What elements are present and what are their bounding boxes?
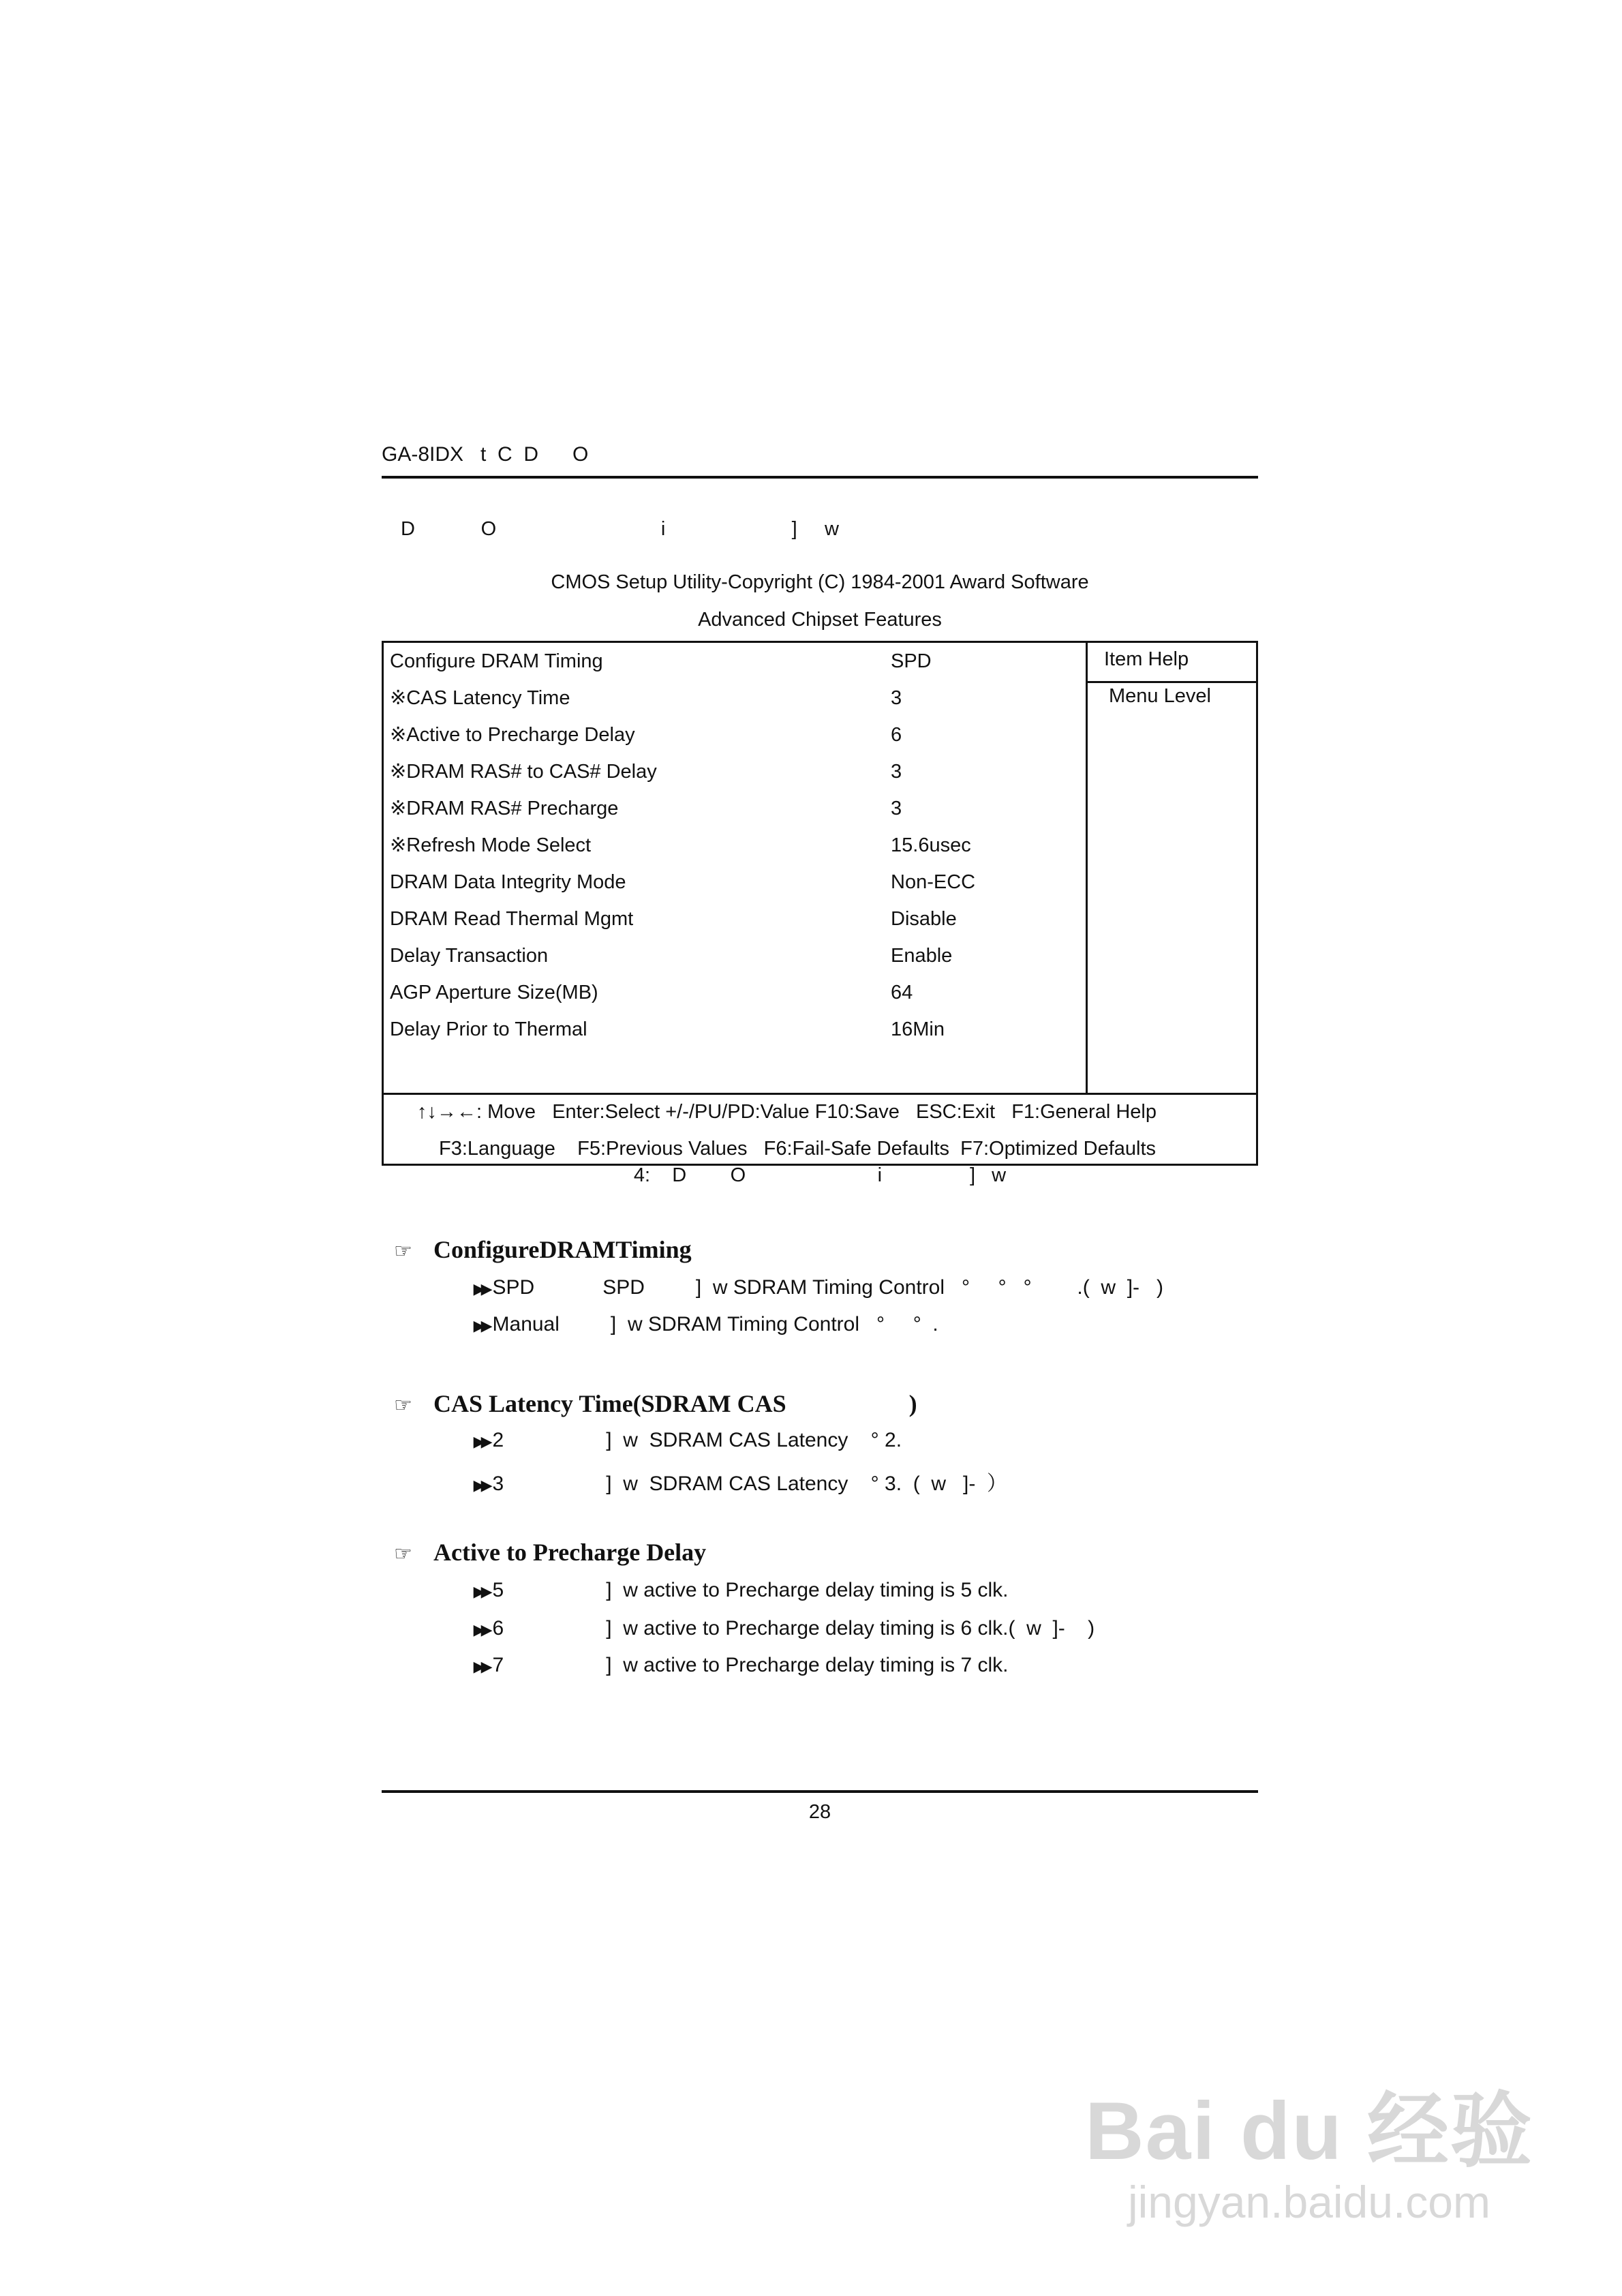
footer-rule [382,1790,1258,1793]
option-key: 5 [492,1579,504,1601]
bios-row-label: DRAM Read Thermal Mgmt [390,908,634,930]
bios-row-active-to-precharge-delay[interactable] [390,716,1078,753]
double-arrow-icon: ▶▶ [473,1434,489,1451]
bios-row-value: Non-ECC [891,871,976,893]
bios-row-label: Configure DRAM Timing [390,650,603,672]
option-desc: SPD ] w SDRAM Timing Control ° ° ° .( w ]- ) [534,1276,1164,1299]
bios-row-ras-to-cas-delay[interactable] [390,753,1078,790]
option-key: 3 [492,1472,504,1495]
section-title-text: CAS Latency Time(SDRAM CAS ) [433,1390,917,1417]
double-arrow-icon: ▶▶ [473,1477,489,1494]
bios-row-label: ※CAS Latency Time [390,687,570,709]
bios-row-delay-prior-to-thermal[interactable] [390,1011,1078,1048]
bios-footer-divider [384,1093,1256,1095]
bios-row-value: 15.6usec [891,834,971,856]
figure-caption: 4: D O i ] w [633,1164,1007,1186]
double-arrow-icon: ▶▶ [473,1318,489,1335]
bios-row-refresh-mode-select[interactable] [390,827,1078,864]
bios-row-value: Enable [891,945,953,967]
bios-row-configure-dram-timing[interactable] [390,643,1078,680]
bios-row-label: AGP Aperture Size(MB) [390,982,598,1003]
bios-row-value: 3 [891,687,902,709]
pointing-hand-icon: ☞ [394,1239,412,1263]
bios-row-label: ※Refresh Mode Select [390,834,592,856]
option-desc: ] w active to Precharge delay timing is 5 clk. [504,1579,1009,1601]
option-key: 6 [492,1617,504,1640]
bios-row-value: 3 [891,761,902,783]
bios-column-divider [1086,643,1088,1093]
bios-row-value: Disable [891,908,957,930]
bios-row-label: ※Active to Precharge Delay [390,724,635,746]
option-key: 2 [492,1429,504,1451]
option-key: Manual [492,1313,560,1335]
option-item [462,1443,1007,1496]
bios-row-delay-transaction[interactable] [390,937,1078,974]
item-help-text: Menu Level [1109,685,1211,707]
bios-screen [382,641,1258,1166]
bios-row-read-thermal-mgmt[interactable] [390,901,1078,937]
double-arrow-icon: ▶▶ [473,1281,489,1298]
option-item [462,1631,1008,1677]
bios-row-data-integrity-mode[interactable] [390,864,1078,901]
bios-caption-title: Advanced Chipset Features [698,609,942,631]
bios-row-value: 3 [891,798,902,819]
bios-row-label: Delay Transaction [390,945,549,967]
bios-row-value: 64 [891,982,913,1003]
bios-row-value: 16Min [891,1018,945,1040]
option-desc: ] w active to Precharge delay timing is 7 clk. [504,1654,1009,1676]
bios-row-value: 6 [891,724,902,746]
bios-row-label: Delay Prior to Thermal [390,1018,587,1040]
bios-row-label: ※DRAM RAS# Precharge [390,798,619,819]
watermark-url: jingyan.baidu.com [1127,2177,1490,2227]
double-arrow-icon: ▶▶ [473,1622,489,1639]
watermark-brand: Bai du 经验 [1084,2085,1533,2177]
double-arrow-icon: ▶▶ [473,1659,489,1676]
header-rule [382,476,1258,479]
option-item [462,1290,938,1336]
option-desc: ] w active to Precharge delay timing is 6 clk.( w ]- ) [504,1617,1095,1640]
baidu-watermark [1085,2066,1533,2228]
pointing-hand-icon: ☞ [394,1393,412,1417]
bios-help-divider [1086,681,1258,683]
bios-row-cas-latency-time[interactable] [390,680,1078,716]
option-key: SPD [492,1276,535,1299]
option-desc: ] w SDRAM CAS Latency ° 2. [504,1429,902,1451]
double-arrow-icon: ▶▶ [473,1584,489,1601]
option-key: 7 [492,1654,504,1676]
page-header: GA-8IDX t C D O [382,443,589,466]
bios-row-ras-precharge[interactable] [390,790,1078,827]
option-desc: ] w SDRAM Timing Control ° ° . [559,1313,938,1335]
page-number: 28 [808,1801,831,1823]
section-title-text: Active to Precharge Delay [433,1539,707,1566]
bios-key-legend-1: ↑↓→←: Move Enter:Select +/-/PU/PD:Value F10:Save ESC:Exit F1:General Help [417,1101,1157,1123]
bios-row-label: ※DRAM RAS# to CAS# Delay [390,761,657,783]
bios-row-label: DRAM Data Integrity Mode [390,871,626,893]
bios-caption-copyright: CMOS Setup Utility-Copyright (C) 1984-2001 Award Software [551,571,1089,593]
intro-text: D O i ] w [401,518,839,540]
bios-row-agp-aperture-size[interactable] [390,974,1078,1011]
item-help-title: Item Help [1104,648,1189,670]
bios-key-legend-2: F3:Language F5:Previous Values F6:Fail-Safe Defaults F7:Optimized Defaults [439,1138,1157,1160]
pointing-hand-icon: ☞ [394,1542,412,1566]
section-title-text: ConfigureDRAMTiming [433,1236,692,1263]
option-desc: ] w SDRAM CAS Latency ° 3. ( w ]- ） [504,1472,1008,1495]
bios-row-value: SPD [891,650,932,672]
